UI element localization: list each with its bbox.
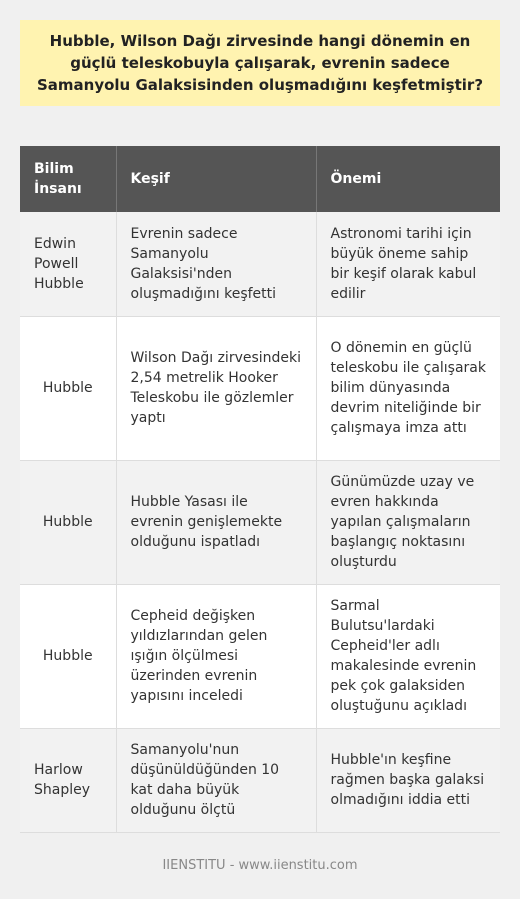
cell-importance: O dönemin en güçlü teleskobu ile çalışarak bilim dünyasında devrim niteliğinde bir çalışmaya imza attı: [316, 316, 500, 460]
cell-discovery: Cepheid değişken yıldızlarından gelen ışığın ölçülmesi üzerinden evrenin yapısını inceledi: [116, 584, 316, 728]
cell-scientist: Hubble: [20, 584, 116, 728]
question-text: Hubble, Wilson Dağı zirvesinde hangi dönemin en güçlü teleskobuyla çalışarak, evrenin sadece Samanyolu Galaksisinden oluşmadığını keşfetmiştir?: [36, 32, 484, 94]
cell-importance: Günümüzde uzay ve evren hakkında yapılan çalışmaların başlangıç noktasını oluşturdu: [316, 460, 500, 584]
footer-credit: IIENSTITU - www.iienstitu.com: [162, 858, 358, 873]
table-row: [20, 584, 500, 728]
cell-importance: Hubble'ın keşfine rağmen başka galaksi olmadığını iddia etti: [316, 728, 500, 832]
cell-scientist: Edwin Powell Hubble: [20, 212, 116, 316]
cell-scientist: Harlow Shapley: [20, 728, 116, 832]
table-header-row: [20, 146, 500, 212]
cell-discovery: Evrenin sadece Samanyolu Galaksisi'nden oluşmadığını keşfetti: [116, 212, 316, 316]
cell-discovery: Samanyolu'nun düşünüldüğünden 10 kat daha büyük olduğunu ölçtü: [116, 728, 316, 832]
cell-importance: Astronomi tarihi için büyük öneme sahip bir keşif olarak kabul edilir: [316, 212, 500, 316]
cell-importance: Sarmal Bulutsu'lardaki Cepheid'ler adlı makalesinde evrenin pek çok galaksiden oluştuğunu açıkladı: [316, 584, 500, 728]
discovery-table: [20, 146, 500, 833]
table-row: [20, 316, 500, 460]
table-row: [20, 728, 500, 832]
cell-scientist: Hubble: [20, 316, 116, 460]
cell-discovery: Wilson Dağı zirvesindeki 2,54 metrelik Hooker Teleskobu ile gözlemler yaptı: [116, 316, 316, 460]
question-box: [20, 20, 500, 106]
table-row: [20, 460, 500, 584]
header-discovery: Keşif: [116, 146, 316, 212]
cell-scientist: Hubble: [20, 460, 116, 584]
cell-discovery: Hubble Yasası ile evrenin genişlemekte olduğunu ispatladı: [116, 460, 316, 584]
header-scientist: Bilim İnsanı: [20, 146, 116, 212]
table-row: [20, 212, 500, 316]
header-importance: Önemi: [316, 146, 500, 212]
